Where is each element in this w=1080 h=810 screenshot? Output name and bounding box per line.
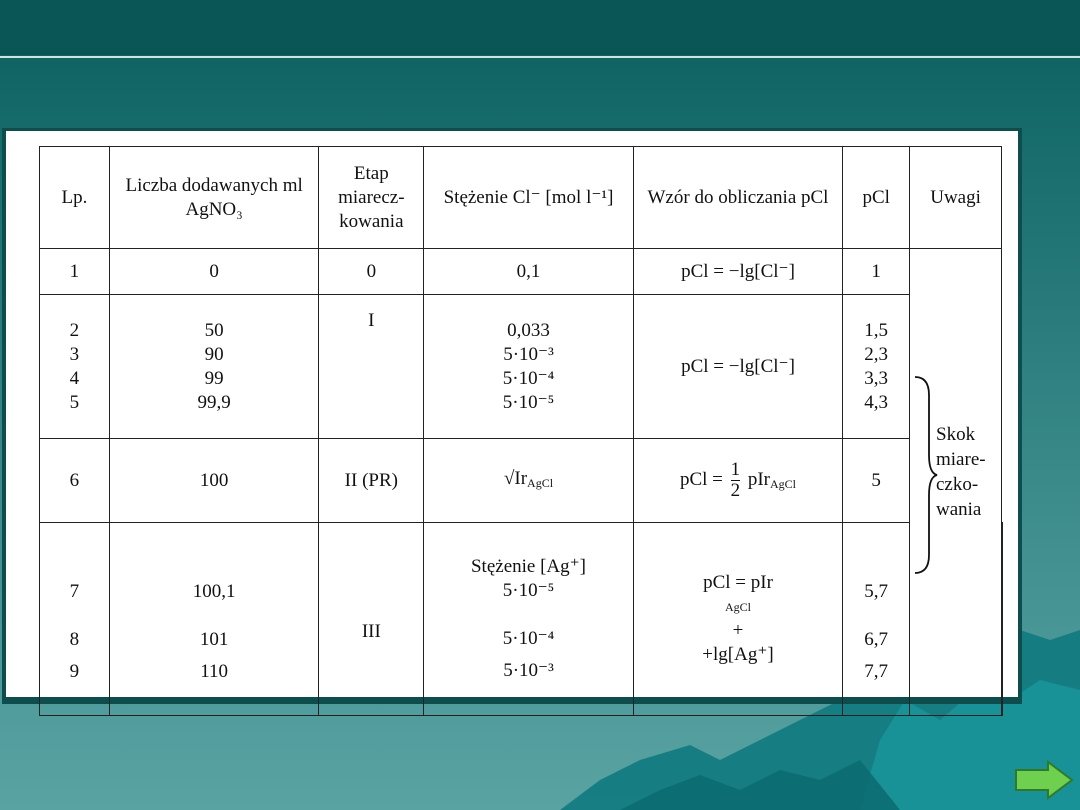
- cell-ml: 100: [109, 439, 319, 523]
- cell-wzor: pCl = −lg[Cl⁻]: [633, 295, 843, 439]
- brace-icon: [911, 375, 939, 575]
- cell-etap: III: [319, 523, 424, 716]
- cell-etap: II (PR): [319, 439, 424, 523]
- cell-stezenie-group: 0,033 5·10⁻³ 5·10⁻⁴ 5·10⁻⁵: [424, 295, 633, 439]
- cell-lp-group: 7 8 9: [40, 523, 110, 716]
- table-row: [40, 249, 1003, 295]
- table-header-row: [40, 147, 1003, 249]
- header-lp: Lp.: [40, 147, 110, 249]
- header-uwagi: Uwagi: [910, 147, 1002, 249]
- header-etap: Etap miarecz- kowania: [319, 147, 424, 249]
- table-row-group: [40, 523, 1003, 716]
- cell-lp: 6: [40, 439, 110, 523]
- header-stezenie: Stężenie Cl⁻ [mol l⁻¹]: [424, 147, 633, 249]
- titration-table: [39, 146, 1003, 716]
- cell-pcl-group: 1,5 2,3 3,3 4,3: [843, 295, 910, 439]
- cell-pcl: 5: [843, 439, 910, 523]
- header-liczba: Liczba dodawanych ml AgNO₃: [109, 147, 319, 249]
- header-pcl: pCl: [843, 147, 910, 249]
- cell-ml-group: 100,1 101 110: [109, 523, 319, 716]
- fraction: $\frac{1}{2}$: [730, 459, 741, 501]
- cell-etap: 0: [319, 249, 424, 295]
- right-arrow-icon[interactable]: [1014, 760, 1074, 800]
- cell-uwagi-bottom: [1002, 523, 1003, 716]
- cell-stezenie: 0,1: [424, 249, 633, 295]
- cell-wzor: pCl = −lg[Cl⁻]: [633, 249, 843, 295]
- table-row: [40, 439, 1003, 523]
- cell-pcl: 1: [843, 249, 910, 295]
- cell-wzor: pCl = $\frac{1}{2}$ pIr$_{AgCl}$: [633, 439, 843, 523]
- cell-stezenie-group: Stężenie [Ag⁺] 5·10⁻⁵ 5·10⁻⁴ 5·10⁻³: [424, 523, 633, 716]
- cell-lp: 1: [40, 249, 110, 295]
- header-wzor: Wzór do obliczania pCl: [633, 147, 843, 249]
- cell-lp-group: 2 3 4 5: [40, 295, 110, 439]
- table-sheet: [6, 131, 1018, 697]
- skok-note: Skok miare- czko- wania: [936, 424, 986, 520]
- image-frame: [2, 128, 1022, 704]
- cell-stezenie: $√Ir_{AgCl}$: [424, 439, 633, 523]
- cell-wzor: pCl = pIr AgCl + +lg[Ag⁺]: [633, 523, 843, 716]
- table-row-group: [40, 295, 1003, 439]
- cell-etap: I: [319, 295, 424, 439]
- cell-ml: 0: [109, 249, 319, 295]
- cell-ml-group: 50 90 99 99,9: [109, 295, 319, 439]
- cell-pcl-group: 5,7 6,7 7,7: [843, 523, 910, 716]
